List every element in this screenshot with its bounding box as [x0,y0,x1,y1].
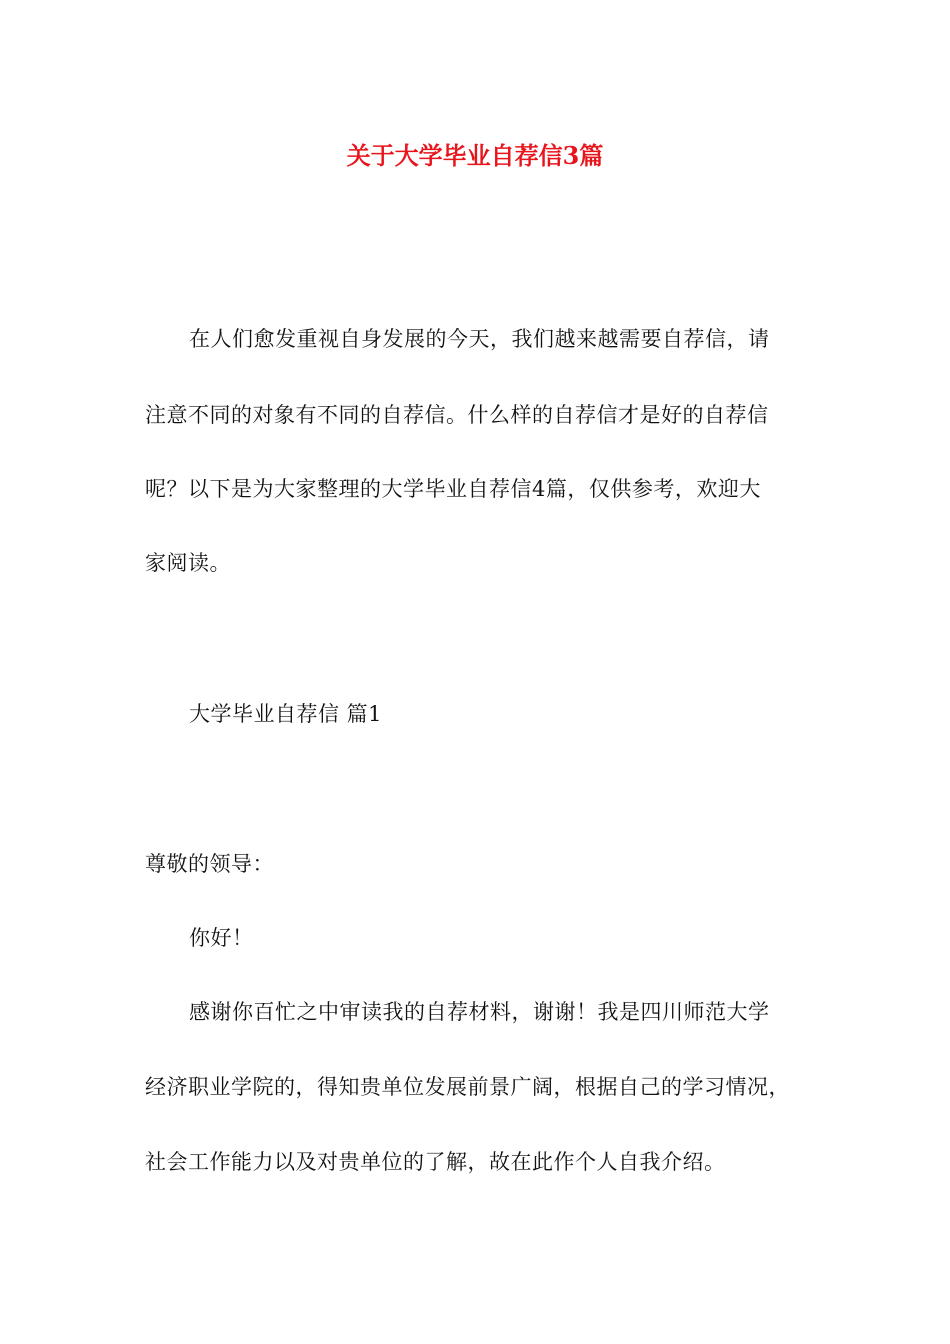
greeting: 你好！ [189,926,254,950]
body-line-1: 感谢你百忙之中审读我的自荐材料，谢谢！我是四川师范大学 [189,1000,770,1024]
body-line-3: 社会工作能力以及对贵单位的了解，故在此作个人自我介绍。 [145,1150,726,1174]
intro-line-4: 家阅读。 [145,551,231,575]
intro-line-2: 注意不同的对象有不同的自荐信。什么样的自荐信才是好的自荐信 [145,403,769,427]
intro-line-1: 在人们愈发重视自身发展的今天，我们越来越需要自荐信，请 [189,327,770,351]
salutation: 尊敬的领导： [145,852,274,876]
body-line-2: 经济职业学院的，得知贵单位发展前景广阔，根据自己的学习情况， [145,1075,790,1099]
section-heading: 大学毕业自荐信 篇1 [189,702,383,726]
document-title: 关于大学毕业自荐信3篇 [346,141,604,170]
intro-line-3: 呢？以下是为大家整理的大学毕业自荐信4篇，仅供参考，欢迎大 [145,477,761,501]
